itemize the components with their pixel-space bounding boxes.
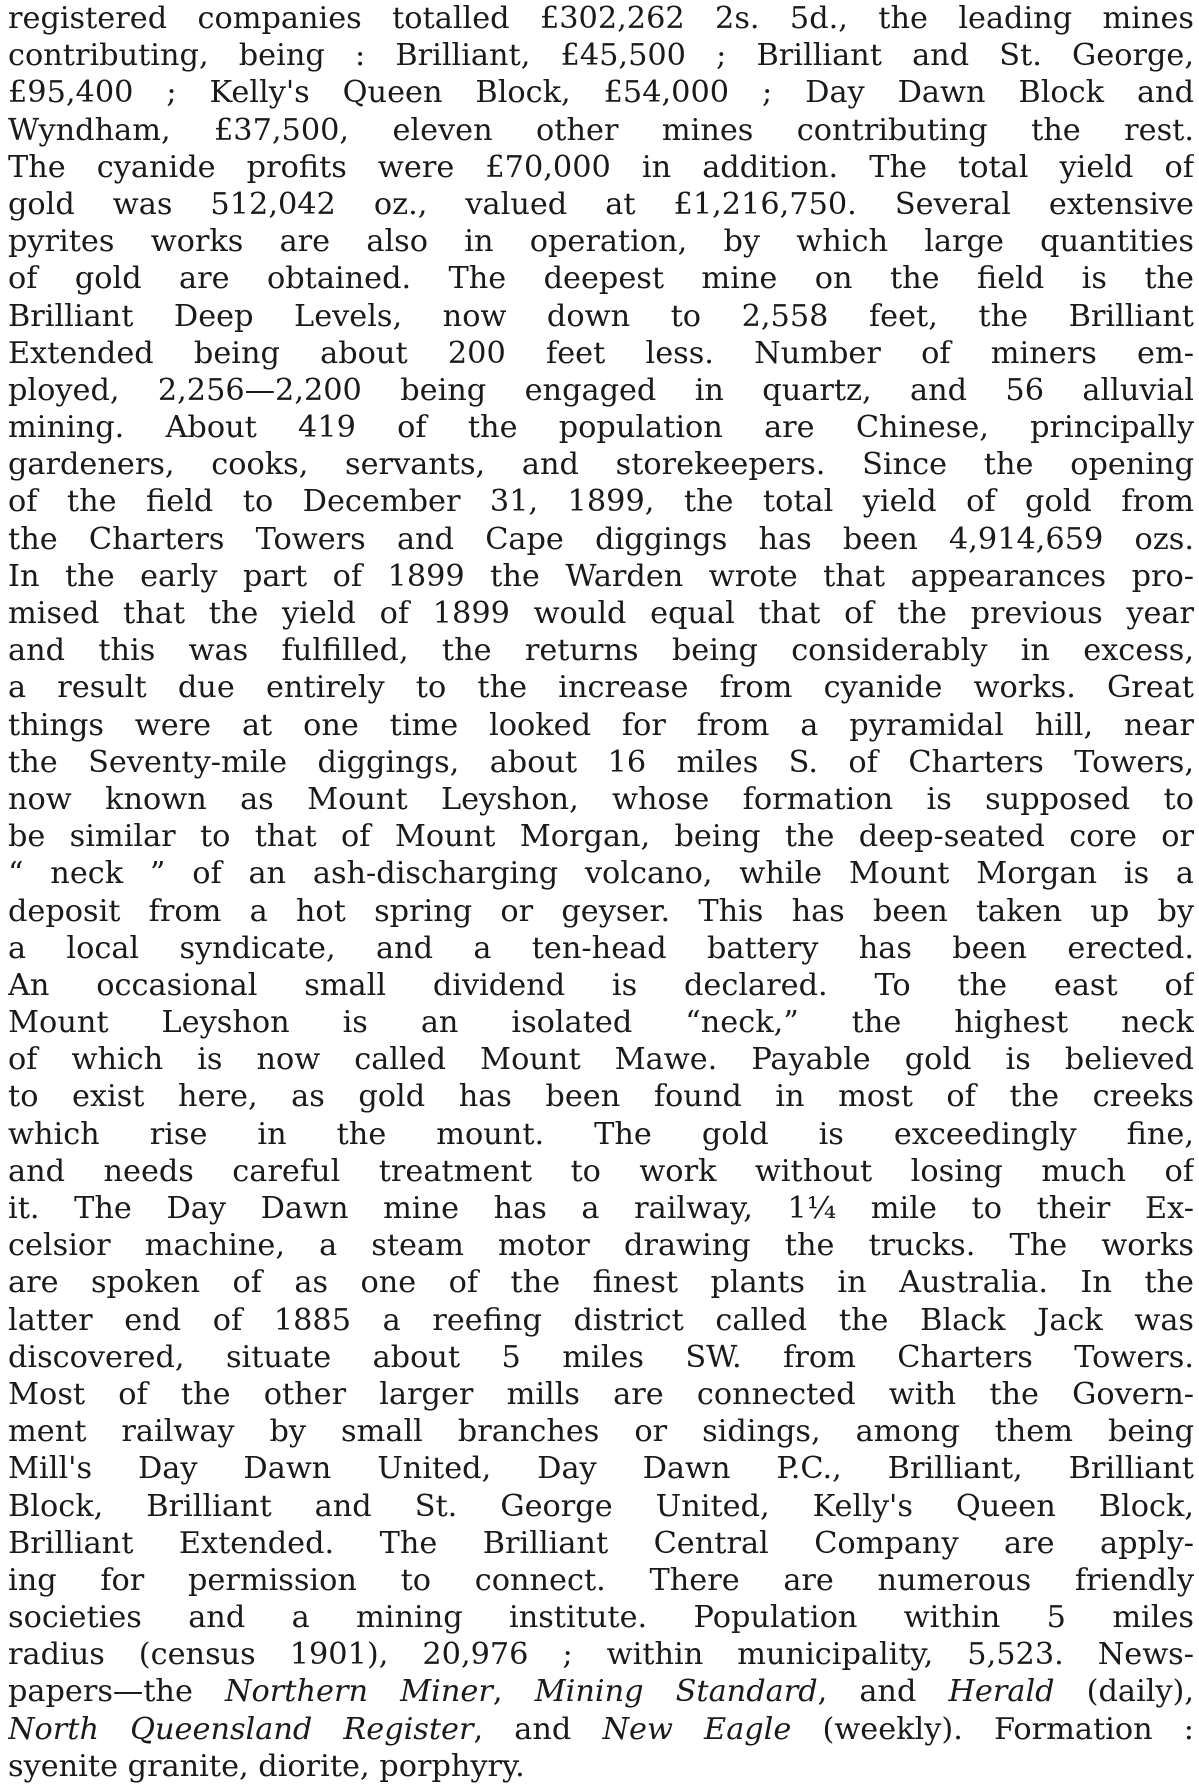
text-line-4: Wyndham, £37,500, eleven other mines contributing the rest. <box>8 112 1194 148</box>
text-line-2: contributing, being : Brilliant, £45,500 ; Brilliant and St. George, <box>8 38 1194 74</box>
text-line-21: the Seventy-mile diggings, about 16 miles S. of Charters Towers, <box>8 744 1194 780</box>
text-line-26: a local syndicate, and a ten-head battery has been erected. <box>8 930 1194 966</box>
text-line-10: Extended being about 200 feet less. Number of miners em- <box>8 335 1194 371</box>
newspaper-name: Northern Miner <box>225 1674 493 1710</box>
text-line-32: and needs careful treatment to work without losing much of <box>8 1153 1194 1189</box>
text-line-36: latter end of 1885 a reefing district called the Black Jack was <box>8 1302 1194 1338</box>
text-line-33: it. The Day Dawn mine has a railway, 1¼ mile to their Ex- <box>8 1191 1194 1226</box>
text-line-11: ployed, 2,256—2,200 being engaged in quartz, and 56 alluvial <box>8 372 1194 408</box>
text-line-28: Mount Leyshon is an isolated “neck,” the highest neck <box>8 1005 1194 1041</box>
article-text <box>8 0 1194 1785</box>
text-line-31: which rise in the mount. The gold is exceedingly fine, <box>8 1116 1194 1152</box>
text-line-17: mised that the yield of 1899 would equal that of the previous year <box>8 596 1194 631</box>
article-lines <box>8 0 1194 1673</box>
newspaper-name: New Eagle <box>602 1711 792 1747</box>
text-line-47 <box>8 1711 1194 1748</box>
text-line-29: of which is now called Mount Mawe. Payable gold is believed <box>8 1042 1194 1078</box>
text-line-13: gardeners, cooks, servants, and storekeepers. Since the opening <box>8 447 1194 483</box>
text-line-30: to exist here, as gold has been found in most of the creeks <box>8 1079 1194 1115</box>
text-line-24: “ neck ” of an ash-discharging volcano, while Mount Morgan is a <box>8 856 1194 892</box>
text-line-46 <box>8 1673 1194 1710</box>
text-line-19: a result due entirely to the increase from cyanide works. Great <box>8 670 1194 706</box>
text-line-20: things were at one time looked for from a pyramidal hill, near <box>8 707 1194 743</box>
document-page <box>8 0 1194 1786</box>
text-segment: (weekly). Formation : <box>791 1711 1194 1747</box>
text-line-25: deposit from a hot spring or geyser. This has been taken up by <box>8 893 1194 929</box>
text-line-23: be similar to that of Mount Morgan, being the deep-seated core or <box>8 819 1194 855</box>
text-line-5: The cyanide profits were £70,000 in addition. The total yield of <box>8 149 1194 185</box>
text-segment: , and <box>817 1674 949 1710</box>
text-line-40: Mill's Day Dawn United, Day Dawn P.C., Brilliant, Brilliant <box>8 1451 1194 1487</box>
text-line-45: radius (census 1901), 20,976 ; within municipality, 5,523. News- <box>8 1637 1194 1673</box>
text-line-16: In the early part of 1899 the Warden wrote that appearances pro- <box>8 558 1194 594</box>
text-line-34: celsior machine, a steam motor drawing the trucks. The works <box>8 1228 1194 1264</box>
text-line-27: An occasional small dividend is declared. To the east of <box>8 967 1194 1003</box>
text-line-43: ing for permission to connect. There are numerous friendly <box>8 1562 1194 1598</box>
text-line-38: Most of the other larger mills are connected with the Govern- <box>8 1376 1194 1412</box>
newspaper-name: Mining Standard <box>534 1674 818 1710</box>
text-line-22: now known as Mount Leyshon, whose formation is supposed to <box>8 781 1194 817</box>
newspaper-name: North Queensland Register <box>8 1711 474 1747</box>
text-line-39: ment railway by small branches or sidings, among them being <box>8 1414 1194 1450</box>
text-line-35: are spoken of as one of the finest plants in Australia. In the <box>8 1265 1194 1301</box>
text-line-1: registered companies totalled £302,262 2s. 5d., the leading mines <box>8 1 1194 36</box>
text-line-9: Brilliant Deep Levels, now down to 2,558 feet, the Brilliant <box>8 298 1194 334</box>
text-line-3: £95,400 ; Kelly's Queen Block, £54,000 ; Day Dawn Block and <box>8 75 1194 111</box>
newspaper-name: Herald <box>948 1674 1055 1710</box>
text-line-15: the Charters Towers and Cape diggings has been 4,914,659 ozs. <box>8 521 1194 557</box>
text-segment: , <box>492 1674 535 1710</box>
text-segment: syenite granite, diorite, porphyry. <box>8 1748 525 1784</box>
text-line-48 <box>8 1748 1194 1785</box>
text-line-14: of the field to December 31, 1899, the total yield of gold from <box>8 484 1194 520</box>
text-segment: , and <box>473 1711 603 1747</box>
text-line-41: Block, Brilliant and St. George United, Kelly's Queen Block, <box>8 1488 1194 1524</box>
text-line-8: of gold are obtained. The deepest mine on the field is the <box>8 261 1194 297</box>
text-line-6: gold was 512,042 oz., valued at £1,216,750. Several extensive <box>8 186 1194 222</box>
text-segment: (daily), <box>1054 1674 1194 1710</box>
text-line-37: discovered, situate about 5 miles SW. from Charters Towers. <box>8 1339 1194 1375</box>
text-line-18: and this was fulfilled, the returns being considerably in excess, <box>8 633 1194 669</box>
text-line-12: mining. About 419 of the population are Chinese, principally <box>8 410 1194 446</box>
text-line-7: pyrites works are also in operation, by which large quantities <box>8 224 1194 260</box>
text-line-44: societies and a mining institute. Population within 5 miles <box>8 1600 1194 1636</box>
text-line-42: Brilliant Extended. The Brilliant Central Company are apply- <box>8 1525 1194 1561</box>
text-segment: papers—the <box>8 1674 226 1710</box>
